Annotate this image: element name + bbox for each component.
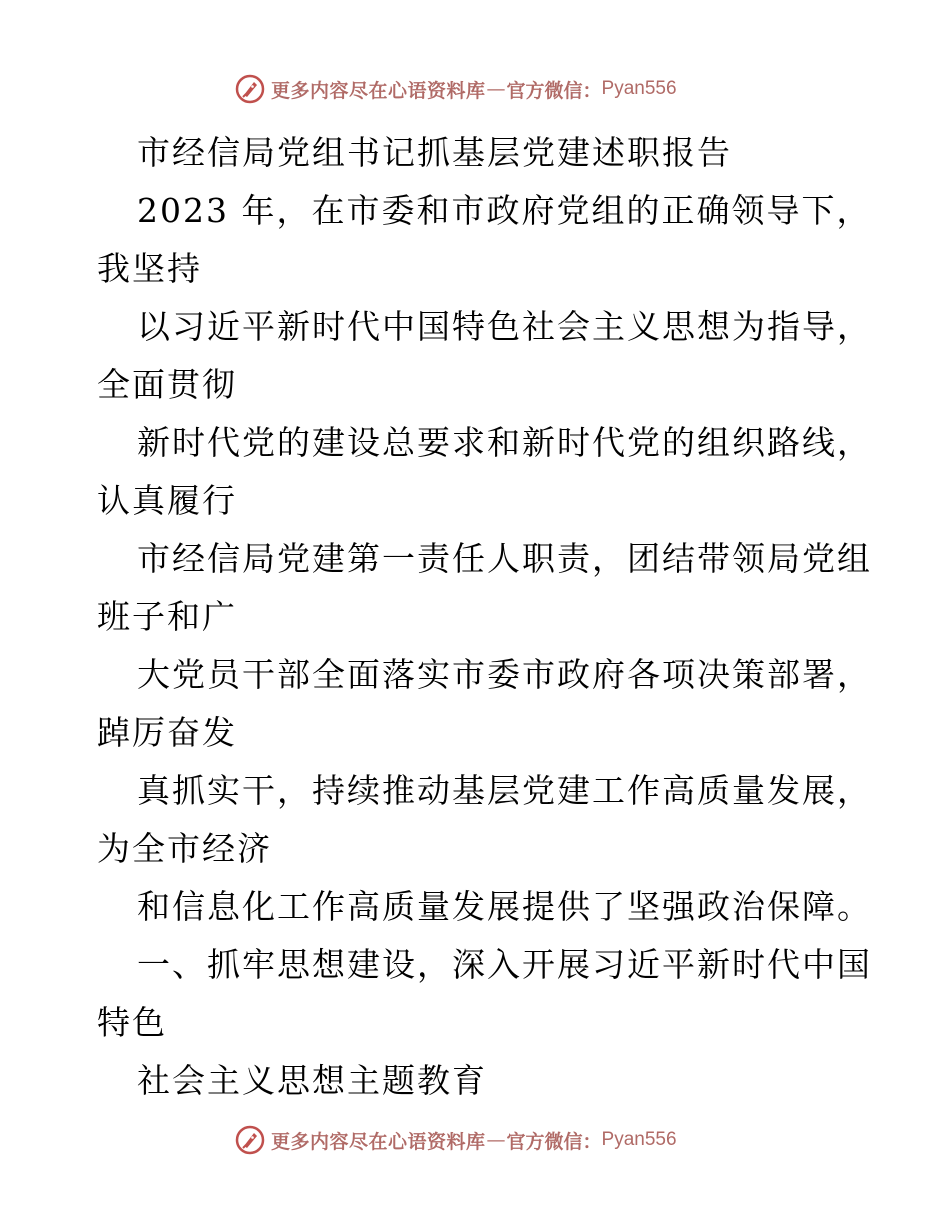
text-line: 全面贯彻 bbox=[97, 365, 237, 404]
section-heading-continued: 社会主义思想主题教育 bbox=[137, 1061, 487, 1100]
text-line: 为全市经济 bbox=[97, 829, 272, 868]
footer-watermark bbox=[235, 1123, 677, 1157]
watermark-official-label: 官方微信： bbox=[506, 1130, 602, 1153]
watermark-wechat-id: Pyan556 bbox=[601, 1129, 677, 1150]
text-line: 踔厉奋发 bbox=[97, 713, 237, 752]
section-heading: 一、抓牢思想建设，深入开展习近平新时代中国 bbox=[137, 945, 872, 984]
text-line: 班子和广 bbox=[97, 597, 237, 636]
text-line: 以习近平新时代中国特色社会主义思想为指导， bbox=[137, 307, 872, 346]
text-line: 2023 年，在市委和市政府党组的正确领导下， bbox=[137, 191, 872, 230]
text-line: 我坚持 bbox=[97, 249, 202, 288]
watermark-official-label: 官方微信： bbox=[506, 79, 602, 102]
watermark-lead-text: 更多内容尽在心语资料库 bbox=[271, 79, 486, 102]
text-line: 市经信局党建第一责任人职责，团结带领局党组 bbox=[137, 539, 872, 578]
document-title: 市经信局党组书记抓基层党建述职报告 bbox=[137, 133, 732, 172]
watermark-dash: — bbox=[486, 1129, 506, 1151]
text-line: 认真履行 bbox=[97, 481, 237, 520]
text-line: 大党员干部全面落实市委市政府各项决策部署， bbox=[137, 655, 872, 694]
section-heading-continued: 特色 bbox=[97, 1003, 167, 1042]
pen-nib-logo-icon bbox=[235, 74, 265, 104]
document-body bbox=[97, 124, 887, 1110]
watermark-wechat-id: Pyan556 bbox=[601, 78, 677, 99]
text-line: 真抓实干，持续推动基层党建工作高质量发展， bbox=[137, 771, 872, 810]
header-watermark bbox=[235, 72, 677, 106]
watermark-lead-text: 更多内容尽在心语资料库 bbox=[271, 1130, 486, 1153]
watermark-dash: — bbox=[486, 78, 506, 100]
text-line: 和信息化工作高质量发展提供了坚强政治保障。 bbox=[137, 887, 872, 926]
pen-nib-logo-icon bbox=[235, 1125, 265, 1155]
text-line: 新时代党的建设总要求和新时代党的组织路线， bbox=[137, 423, 872, 462]
